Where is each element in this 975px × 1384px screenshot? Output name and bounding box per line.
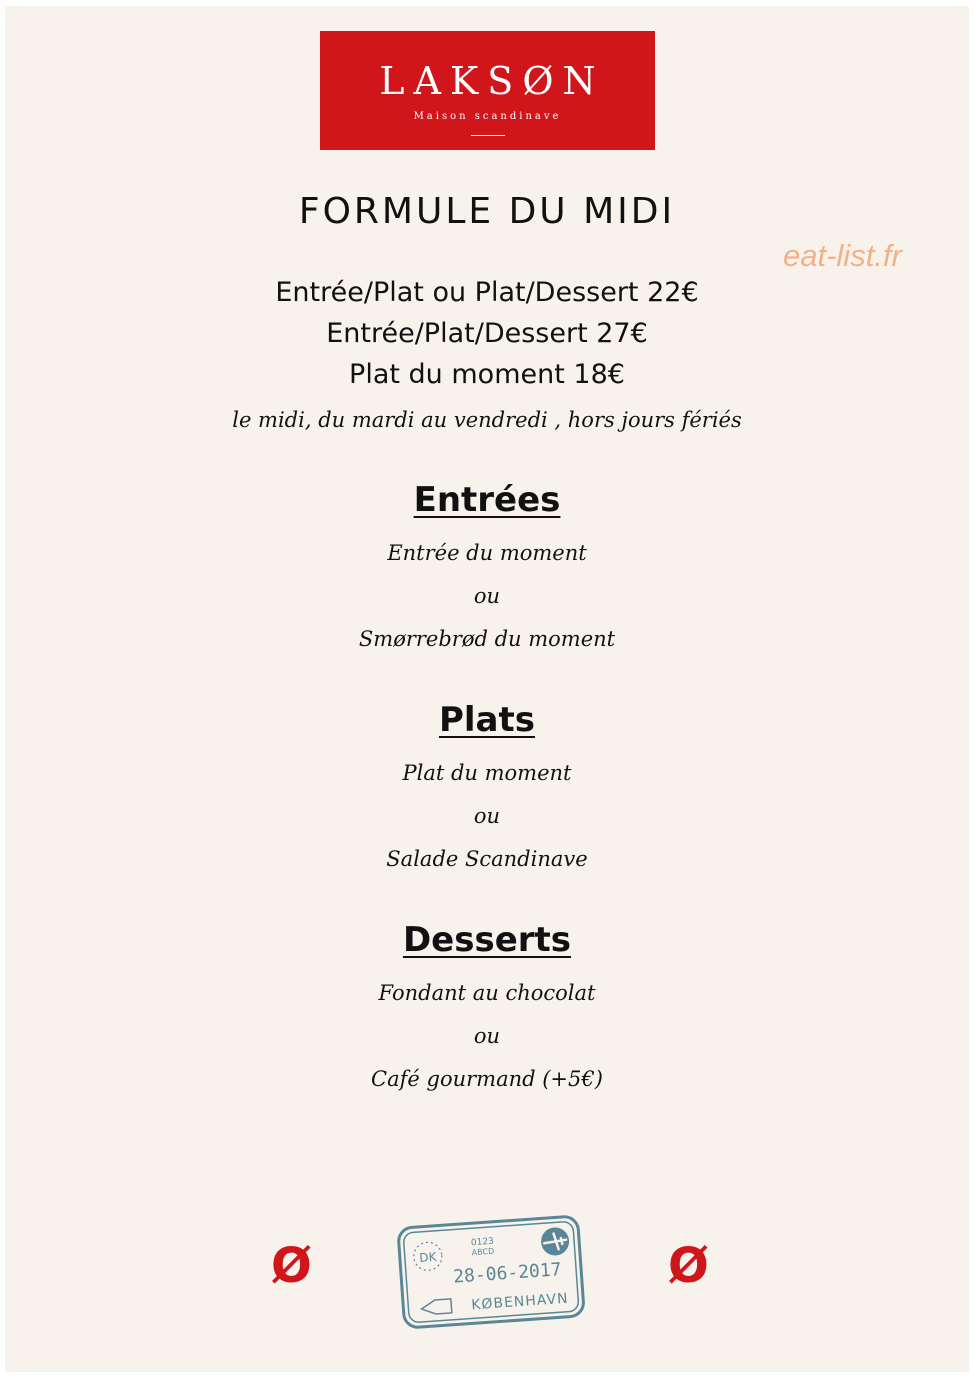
watermark: eat-list.fr	[783, 238, 902, 273]
logo-divider	[471, 135, 505, 136]
brand-logo	[320, 31, 655, 150]
offer-list	[5, 272, 969, 395]
stamp-country: DK	[418, 1249, 437, 1265]
menu-item-separator: ou	[473, 1024, 501, 1048]
section-title: Entrées	[413, 480, 561, 520]
passport-stamp	[393, 1212, 589, 1330]
menu-item: Salade Scandinave	[386, 847, 588, 871]
section-plats	[5, 700, 969, 881]
stamp-code: 0123	[470, 1236, 495, 1249]
menu-item-separator: ou	[473, 804, 501, 828]
stamp-subcode: ABCD	[471, 1246, 495, 1258]
offer-line: Entrée/Plat ou Plat/Dessert 22€	[275, 277, 699, 308]
menu-item-separator: ou	[473, 584, 501, 608]
section-title: Plats	[438, 700, 535, 740]
stamp-date: 28-06-2017	[452, 1259, 563, 1288]
menu-item: Entrée du moment	[387, 541, 587, 565]
page-title: FORMULE DU MIDI	[298, 191, 676, 232]
luggage-tag-icon	[421, 1299, 452, 1315]
section-title: Desserts	[402, 920, 572, 960]
section-entrees	[5, 480, 969, 661]
slashed-o-mark-left: Ø	[271, 1238, 312, 1294]
offer-line: Plat du moment 18€	[349, 359, 625, 390]
logo-subtitle: Maison scandinave	[413, 111, 562, 122]
menu-item: Café gourmand (+5€)	[371, 1067, 603, 1091]
slashed-o-mark-right: Ø	[668, 1238, 709, 1294]
section-desserts	[5, 920, 969, 1101]
menu-item: Smørrebrød du moment	[358, 627, 616, 651]
availability-note: le midi, du mardi au vendredi , hors jours fériés	[232, 408, 742, 432]
menu-page	[5, 6, 969, 1372]
menu-item: Plat du moment	[402, 761, 572, 785]
menu-item: Fondant au chocolat	[378, 981, 596, 1005]
logo-name: LAKSØN	[379, 59, 605, 103]
stamp-city: KØBENHAVN	[470, 1290, 570, 1314]
offer-line: Entrée/Plat/Dessert 27€	[326, 318, 648, 349]
